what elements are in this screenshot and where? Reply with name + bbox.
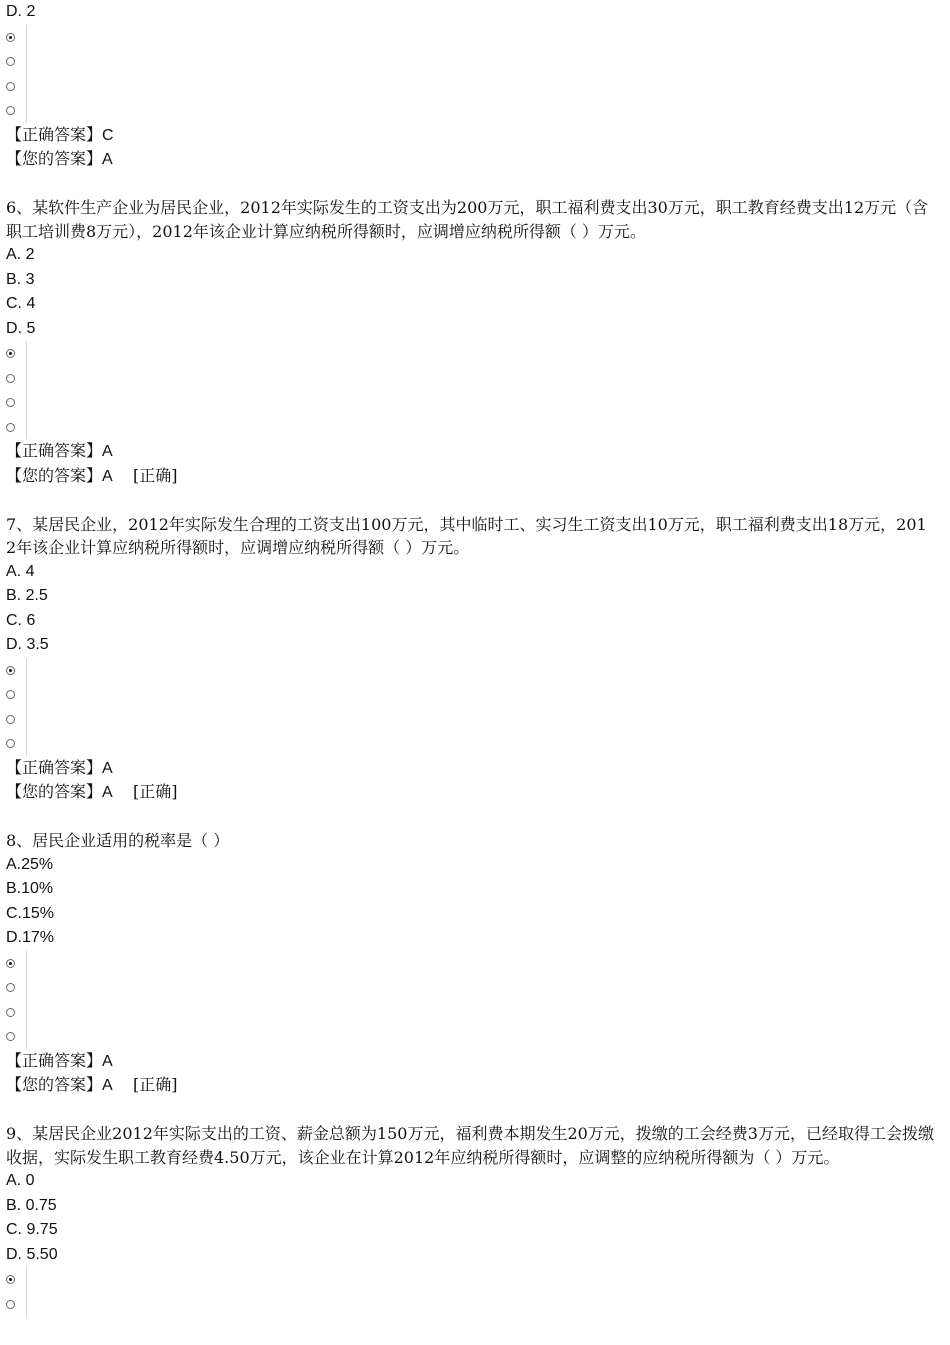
question-stem: 9、某居民企业2012年实际支出的工资、薪金总额为150万元，福利费本期发生20万元，拨缴的工会经费3万元，已经取得工会拨缴收据，实际发生职工教育经费4.50万元，该企业在计算2012年应纳税所得额时，应调整的应纳税所得额为（ ）万元。 bbox=[6, 1124, 934, 1167]
option-a: A. 4 bbox=[6, 562, 35, 580]
option-d: D.17% bbox=[6, 929, 55, 946]
radio-option-c[interactable] bbox=[6, 398, 15, 407]
radio-option-d[interactable] bbox=[6, 106, 15, 115]
result-badge: [正确] bbox=[133, 782, 178, 801]
question-6 bbox=[6, 196, 936, 488]
option-c: C.15% bbox=[6, 904, 55, 922]
radio-option-b[interactable] bbox=[6, 690, 15, 699]
correct-answer: 【正确答案】C bbox=[6, 124, 114, 144]
your-answer: 【您的答案】A [正确] bbox=[6, 1075, 178, 1094]
radio-option-c[interactable] bbox=[6, 1008, 15, 1017]
correct-answer: 【正确答案】A bbox=[6, 441, 113, 460]
option-d: D. 5.50 bbox=[6, 1245, 58, 1263]
option-b: B. 0.75 bbox=[6, 1196, 57, 1214]
radio-option-a[interactable] bbox=[6, 349, 15, 358]
radio-option-c[interactable] bbox=[6, 82, 15, 91]
option-d: D. 3.5 bbox=[6, 636, 49, 653]
question-5-tail bbox=[6, 0, 936, 172]
radio-option-b[interactable] bbox=[6, 57, 15, 66]
option-d: D. 2 bbox=[6, 3, 36, 20]
answer-radio-group bbox=[6, 658, 936, 756]
radio-option-d[interactable] bbox=[6, 1032, 15, 1041]
option-d: D. 5 bbox=[6, 319, 36, 337]
your-answer: 【您的答案】A [正确] bbox=[6, 782, 178, 801]
your-answer: 【您的答案】A [正确] bbox=[6, 465, 178, 485]
radio-option-b[interactable] bbox=[6, 983, 15, 992]
result-badge: [正确] bbox=[133, 465, 178, 485]
option-c: C. 9.75 bbox=[6, 1221, 58, 1238]
answer-radio-group bbox=[6, 1267, 936, 1316]
correct-answer: 【正确答案】A bbox=[6, 757, 113, 777]
question-stem: 8、居民企业适用的税率是（ ） bbox=[6, 831, 230, 850]
answer-radio-group bbox=[6, 25, 936, 123]
option-a: A.25% bbox=[6, 855, 54, 873]
correct-answer: 【正确答案】A bbox=[6, 1050, 113, 1070]
question-7 bbox=[6, 513, 936, 805]
question-8 bbox=[6, 829, 936, 1098]
radio-option-d[interactable] bbox=[6, 739, 15, 748]
radio-option-a[interactable] bbox=[6, 666, 15, 675]
question-stem: 6、某软件生产企业为居民企业，2012年实际发生的工资支出为200万元，职工福利费支出30万元，职工教育经费支出12万元（含职工培训费8万元），2012年该企业计算应纳税所得额时，应调增应纳税所得额（ ）万元。 bbox=[6, 198, 929, 241]
your-answer: 【您的答案】A bbox=[6, 149, 113, 168]
answer-radio-group bbox=[6, 951, 936, 1049]
radio-option-a[interactable] bbox=[6, 1275, 15, 1284]
option-a: A. 2 bbox=[6, 246, 35, 263]
option-c: C. 4 bbox=[6, 295, 36, 312]
radio-option-d[interactable] bbox=[6, 423, 15, 432]
radio-option-a[interactable] bbox=[6, 959, 15, 968]
option-c: C. 6 bbox=[6, 611, 36, 629]
radio-option-b[interactable] bbox=[6, 374, 15, 383]
answer-radio-group bbox=[6, 341, 936, 439]
radio-option-b[interactable] bbox=[6, 1300, 15, 1309]
option-b: B.10% bbox=[6, 880, 54, 897]
radio-option-c[interactable] bbox=[6, 715, 15, 724]
exam-results-page bbox=[6, 0, 936, 1316]
radio-option-a[interactable] bbox=[6, 33, 15, 42]
option-b: B. 3 bbox=[6, 270, 35, 288]
question-9 bbox=[6, 1122, 936, 1316]
option-b: B. 2.5 bbox=[6, 587, 48, 604]
result-badge: [正确] bbox=[133, 1075, 178, 1094]
option-a: A. 0 bbox=[6, 1172, 35, 1189]
question-stem: 7、某居民企业，2012年实际发生合理的工资支出100万元，其中临时工、实习生工资支出10万元，职工福利费支出18万元，2012年该企业计算应纳税所得额时，应调增应纳税所得额（ ）万元。 bbox=[6, 514, 927, 557]
